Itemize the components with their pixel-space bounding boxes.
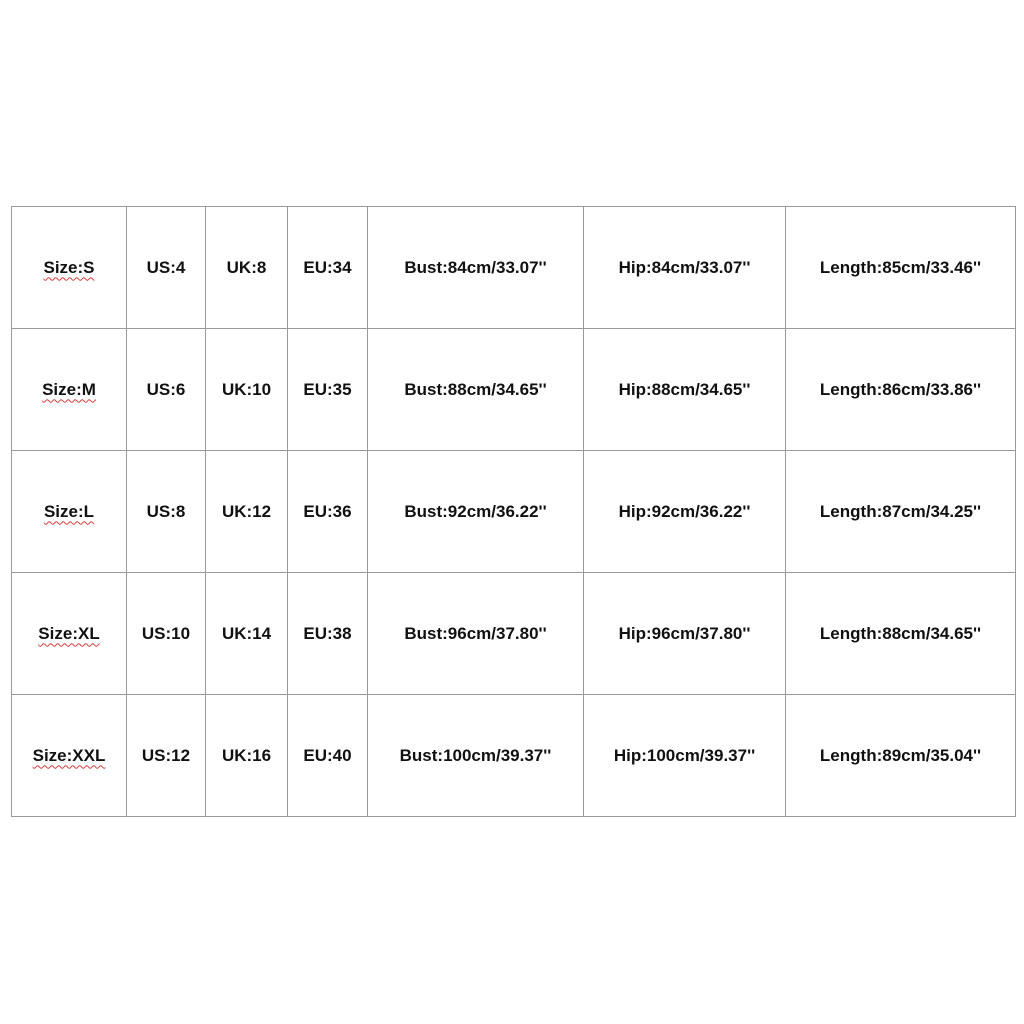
length-cell: Length:86cm/33.86'' [786,329,1016,451]
length-cell: Length:88cm/34.65'' [786,573,1016,695]
us-size-cell: US:6 [127,329,206,451]
eu-size-cell: EU:35 [288,329,368,451]
size-label: Size:L [43,501,95,521]
us-size-cell: US:8 [127,451,206,573]
length-cell: Length:89cm/35.04'' [786,695,1016,817]
eu-size-cell: EU:34 [288,207,368,329]
size-row-xl [12,573,1016,695]
eu-size-cell: EU:40 [288,695,368,817]
us-size-cell: US:10 [127,573,206,695]
bust-cell: Bust:100cm/39.37'' [368,695,584,817]
uk-size-cell: UK:14 [206,573,288,695]
size-label: Size:XL [38,623,100,643]
length-cell: Length:87cm/34.25'' [786,451,1016,573]
uk-size-cell: UK:10 [206,329,288,451]
hip-cell: Hip:96cm/37.80'' [584,573,786,695]
hip-cell: Hip:84cm/33.07'' [584,207,786,329]
us-size-cell: US:12 [127,695,206,817]
us-size-cell: US:4 [127,207,206,329]
size-row-s [12,207,1016,329]
size-cell [12,451,127,573]
size-cell [12,207,127,329]
size-row-m [12,329,1016,451]
size-cell [12,573,127,695]
size-chart-table [11,206,1016,817]
size-row-l [12,451,1016,573]
bust-cell: Bust:92cm/36.22'' [368,451,584,573]
size-label: Size:XXL [32,745,106,765]
bust-cell: Bust:96cm/37.80'' [368,573,584,695]
eu-size-cell: EU:36 [288,451,368,573]
uk-size-cell: UK:16 [206,695,288,817]
hip-cell: Hip:88cm/34.65'' [584,329,786,451]
size-label: Size:M [42,379,96,399]
size-cell [12,329,127,451]
hip-cell: Hip:100cm/39.37'' [584,695,786,817]
bust-cell: Bust:88cm/34.65'' [368,329,584,451]
uk-size-cell: UK:12 [206,451,288,573]
eu-size-cell: EU:38 [288,573,368,695]
uk-size-cell: UK:8 [206,207,288,329]
length-cell: Length:85cm/33.46'' [786,207,1016,329]
bust-cell: Bust:84cm/33.07'' [368,207,584,329]
hip-cell: Hip:92cm/36.22'' [584,451,786,573]
size-row-xxl [12,695,1016,817]
size-cell [12,695,127,817]
size-label: Size:S [43,257,95,277]
